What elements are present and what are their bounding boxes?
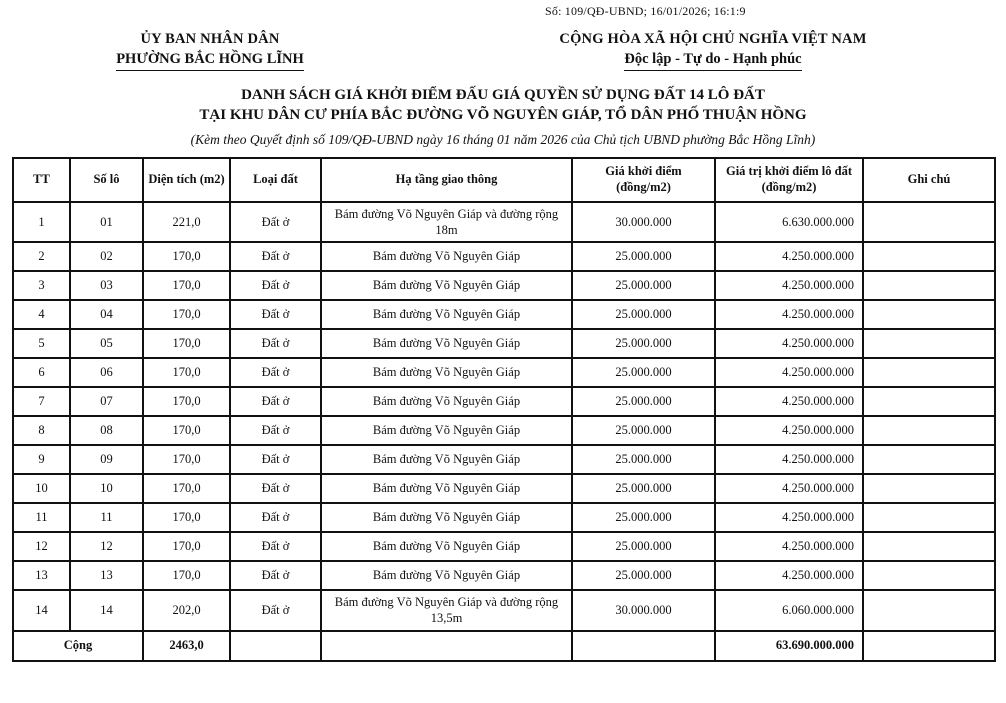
cell-tt: 13: [13, 561, 70, 590]
cell-dien-tich: 170,0: [143, 503, 230, 532]
national-title: CỘNG HÒA XÃ HỘI CHỦ NGHĨA VIỆT NAM: [559, 31, 867, 47]
cell-gia-tri-khoi-diem-lo-dat: 4.250.000.000: [715, 242, 863, 271]
cell-loai-dat: Đất ở: [230, 503, 321, 532]
page-title-line1: DANH SÁCH GIÁ KHỞI ĐIỂM ĐẤU GIÁ QUYỀN SỬ DỤNG ĐẤT 14 LÔ ĐẤT: [241, 87, 765, 103]
cell-gia-tri-khoi-diem-lo-dat: 4.250.000.000: [715, 474, 863, 503]
cell-loai-dat: Đất ở: [230, 532, 321, 561]
cell-ghi-chu: [863, 271, 995, 300]
cell-tt: 3: [13, 271, 70, 300]
cell-tt: 5: [13, 329, 70, 358]
cell-gia-tri-khoi-diem-lo-dat: 6.630.000.000: [715, 202, 863, 243]
cell-so-lo: 05: [70, 329, 143, 358]
cell-dien-tich: 170,0: [143, 271, 230, 300]
total-ghi-chu-empty: [863, 631, 995, 661]
cell-dien-tich: 170,0: [143, 561, 230, 590]
column-header-so-lo: Số lô: [70, 158, 143, 202]
column-header-loai-dat: Loại đất: [230, 158, 321, 202]
cell-so-lo: 02: [70, 242, 143, 271]
cell-gia-khoi-diem: 25.000.000: [572, 358, 715, 387]
cell-ghi-chu: [863, 561, 995, 590]
table-row: [13, 387, 995, 416]
land-price-table: [12, 157, 996, 662]
table-row: [13, 329, 995, 358]
cell-ha-tang-giao-thong: Bám đường Võ Nguyên Giáp: [321, 329, 572, 358]
cell-ha-tang-giao-thong: Bám đường Võ Nguyên Giáp: [321, 503, 572, 532]
cell-ghi-chu: [863, 202, 995, 243]
national-motto: Độc lập - Tự do - Hạnh phúc: [420, 51, 1006, 71]
cell-tt: 6: [13, 358, 70, 387]
cell-gia-tri-khoi-diem-lo-dat: 6.060.000.000: [715, 590, 863, 631]
cell-ha-tang-giao-thong: Bám đường Võ Nguyên Giáp: [321, 387, 572, 416]
total-value: 63.690.000.000: [715, 631, 863, 661]
table-row: [13, 503, 995, 532]
table-header-row: [13, 158, 995, 202]
cell-ghi-chu: [863, 358, 995, 387]
page-subtitle: (Kèm theo Quyết định số 109/QĐ-UBND ngày 16 tháng 01 năm 2026 của Chủ tịch UBND phường Bắc Hồng Lĩnh): [190, 131, 816, 147]
cell-ha-tang-giao-thong: Bám đường Võ Nguyên Giáp: [321, 561, 572, 590]
cell-loai-dat: Đất ở: [230, 202, 321, 243]
total-loai-dat-empty: [230, 631, 321, 661]
cell-dien-tich: 170,0: [143, 358, 230, 387]
total-ha-tang-empty: [321, 631, 572, 661]
cell-so-lo: 10: [70, 474, 143, 503]
table-row: [13, 561, 995, 590]
cell-loai-dat: Đất ở: [230, 242, 321, 271]
cell-so-lo: 07: [70, 387, 143, 416]
cell-dien-tich: 170,0: [143, 445, 230, 474]
cell-gia-tri-khoi-diem-lo-dat: 4.250.000.000: [715, 329, 863, 358]
cell-gia-khoi-diem: 25.000.000: [572, 300, 715, 329]
table-row: [13, 445, 995, 474]
cell-loai-dat: Đất ở: [230, 474, 321, 503]
cell-gia-khoi-diem: 25.000.000: [572, 503, 715, 532]
cell-gia-tri-khoi-diem-lo-dat: 4.250.000.000: [715, 300, 863, 329]
column-header-gia-khoi-diem: Giá khởi điểm (đồng/m2): [572, 158, 715, 202]
table-row: [13, 358, 995, 387]
cell-gia-tri-khoi-diem-lo-dat: 4.250.000.000: [715, 416, 863, 445]
cell-gia-tri-khoi-diem-lo-dat: 4.250.000.000: [715, 532, 863, 561]
cell-gia-tri-khoi-diem-lo-dat: 4.250.000.000: [715, 271, 863, 300]
cell-ha-tang-giao-thong: Bám đường Võ Nguyên Giáp: [321, 358, 572, 387]
cell-dien-tich: 170,0: [143, 532, 230, 561]
cell-tt: 2: [13, 242, 70, 271]
cell-ghi-chu: [863, 474, 995, 503]
cell-dien-tich: 170,0: [143, 300, 230, 329]
cell-ghi-chu: [863, 445, 995, 474]
cell-dien-tich: 202,0: [143, 590, 230, 631]
column-header-gia-tri-khoi-diem-lo-dat: Giá trị khởi điểm lô đất (đồng/m2): [715, 158, 863, 202]
table-row: [13, 474, 995, 503]
cell-ha-tang-giao-thong: Bám đường Võ Nguyên Giáp và đường rộng 13,5m: [321, 590, 572, 631]
cell-gia-khoi-diem: 30.000.000: [572, 590, 715, 631]
cell-loai-dat: Đất ở: [230, 387, 321, 416]
cell-loai-dat: Đất ở: [230, 300, 321, 329]
cell-ha-tang-giao-thong: Bám đường Võ Nguyên Giáp: [321, 416, 572, 445]
cell-ha-tang-giao-thong: Bám đường Võ Nguyên Giáp: [321, 300, 572, 329]
cell-ghi-chu: [863, 329, 995, 358]
cell-dien-tich: 170,0: [143, 474, 230, 503]
cell-dien-tich: 170,0: [143, 416, 230, 445]
table-body: [13, 202, 995, 631]
cell-dien-tich: 170,0: [143, 329, 230, 358]
cell-gia-khoi-diem: 25.000.000: [572, 329, 715, 358]
cell-gia-tri-khoi-diem-lo-dat: 4.250.000.000: [715, 387, 863, 416]
cell-loai-dat: Đất ở: [230, 358, 321, 387]
cell-so-lo: 04: [70, 300, 143, 329]
cell-dien-tich: 221,0: [143, 202, 230, 243]
cell-ghi-chu: [863, 300, 995, 329]
table-row: [13, 202, 995, 243]
cell-gia-tri-khoi-diem-lo-dat: 4.250.000.000: [715, 561, 863, 590]
cell-tt: 8: [13, 416, 70, 445]
cell-ghi-chu: [863, 590, 995, 631]
total-row: [13, 631, 995, 661]
cell-gia-khoi-diem: 25.000.000: [572, 271, 715, 300]
cell-so-lo: 11: [70, 503, 143, 532]
cell-gia-khoi-diem: 25.000.000: [572, 445, 715, 474]
cell-tt: 11: [13, 503, 70, 532]
table-row: [13, 532, 995, 561]
cell-loai-dat: Đất ở: [230, 561, 321, 590]
cell-gia-khoi-diem: 25.000.000: [572, 242, 715, 271]
column-header-ha-tang-giao-thong: Hạ tầng giao thông: [321, 158, 572, 202]
agency-parent-name: ỦY BAN NHÂN DÂN: [140, 31, 280, 47]
cell-so-lo: 13: [70, 561, 143, 590]
cell-gia-khoi-diem: 30.000.000: [572, 202, 715, 243]
table-row: [13, 300, 995, 329]
page-title-line2: TẠI KHU DÂN CƯ PHÍA BẮC ĐƯỜNG VÕ NGUYÊN GIÁP, TỔ DÂN PHỐ THUẬN HỒNG: [199, 107, 807, 124]
cell-loai-dat: Đất ở: [230, 271, 321, 300]
cell-tt: 9: [13, 445, 70, 474]
letterhead: [0, 31, 1006, 71]
cell-loai-dat: Đất ở: [230, 329, 321, 358]
table-footer: [13, 631, 995, 661]
cell-gia-khoi-diem: 25.000.000: [572, 532, 715, 561]
total-label: Cộng: [13, 631, 143, 661]
cell-so-lo: 03: [70, 271, 143, 300]
cell-dien-tich: 170,0: [143, 242, 230, 271]
cell-ha-tang-giao-thong: Bám đường Võ Nguyên Giáp: [321, 532, 572, 561]
cell-gia-tri-khoi-diem-lo-dat: 4.250.000.000: [715, 445, 863, 474]
cell-gia-tri-khoi-diem-lo-dat: 4.250.000.000: [715, 358, 863, 387]
cell-dien-tich: 170,0: [143, 387, 230, 416]
cell-gia-khoi-diem: 25.000.000: [572, 416, 715, 445]
cell-ghi-chu: [863, 503, 995, 532]
cell-so-lo: 01: [70, 202, 143, 243]
cell-gia-khoi-diem: 25.000.000: [572, 561, 715, 590]
cell-loai-dat: Đất ở: [230, 416, 321, 445]
cell-ghi-chu: [863, 416, 995, 445]
cell-gia-tri-khoi-diem-lo-dat: 4.250.000.000: [715, 503, 863, 532]
cell-so-lo: 09: [70, 445, 143, 474]
cell-tt: 7: [13, 387, 70, 416]
cell-ha-tang-giao-thong: Bám đường Võ Nguyên Giáp và đường rộng 18m: [321, 202, 572, 243]
column-header-dien-tich: Diện tích (m2): [143, 158, 230, 202]
table-header: [13, 158, 995, 202]
cell-loai-dat: Đất ở: [230, 445, 321, 474]
cell-tt: 4: [13, 300, 70, 329]
cell-ha-tang-giao-thong: Bám đường Võ Nguyên Giáp: [321, 445, 572, 474]
cell-so-lo: 14: [70, 590, 143, 631]
agency-name: PHƯỜNG BẮC HỒNG LĨNH: [0, 51, 420, 71]
column-header-tt: TT: [13, 158, 70, 202]
cell-ghi-chu: [863, 387, 995, 416]
cell-ha-tang-giao-thong: Bám đường Võ Nguyên Giáp: [321, 271, 572, 300]
cell-tt: 1: [13, 202, 70, 243]
cell-tt: 10: [13, 474, 70, 503]
document-reference: Số: 109/QĐ-UBND; 16/01/2026; 16:1:9: [545, 4, 746, 18]
cell-ghi-chu: [863, 242, 995, 271]
cell-gia-khoi-diem: 25.000.000: [572, 474, 715, 503]
cell-so-lo: 12: [70, 532, 143, 561]
cell-tt: 14: [13, 590, 70, 631]
cell-tt: 12: [13, 532, 70, 561]
letterhead-national-motto: [420, 31, 1006, 71]
cell-so-lo: 08: [70, 416, 143, 445]
cell-so-lo: 06: [70, 358, 143, 387]
total-area: 2463,0: [143, 631, 230, 661]
table-row: [13, 242, 995, 271]
cell-loai-dat: Đất ở: [230, 590, 321, 631]
page-title: [0, 85, 1006, 126]
cell-gia-khoi-diem: 25.000.000: [572, 387, 715, 416]
cell-ha-tang-giao-thong: Bám đường Võ Nguyên Giáp: [321, 242, 572, 271]
table-row: [13, 416, 995, 445]
cell-ha-tang-giao-thong: Bám đường Võ Nguyên Giáp: [321, 474, 572, 503]
table-row: [13, 271, 995, 300]
cell-ghi-chu: [863, 532, 995, 561]
letterhead-issuing-agency: [0, 31, 420, 71]
column-header-ghi-chu: Ghi chú: [863, 158, 995, 202]
total-gia-khoi-diem-empty: [572, 631, 715, 661]
table-row: [13, 590, 995, 631]
